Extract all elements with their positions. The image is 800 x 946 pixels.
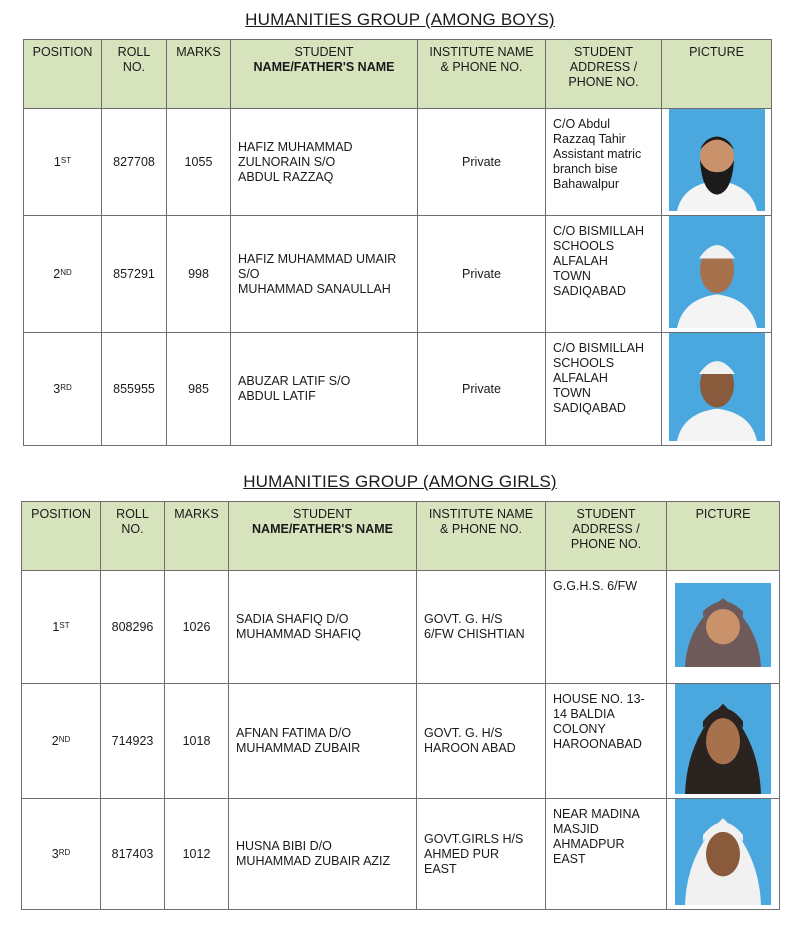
position-number: 1: [52, 619, 60, 634]
address-line: ALFALAH: [553, 371, 608, 385]
student-name-cell: [229, 799, 417, 910]
address-line: AHMADPUR: [553, 837, 625, 851]
position-number: 3: [51, 846, 59, 861]
header-institute: INSTITUTE NAME & PHONE NO.: [418, 40, 546, 109]
address-line: SCHOOLS: [553, 356, 615, 370]
header-position: POSITION: [22, 502, 101, 571]
picture-cell: [667, 799, 780, 910]
girl-scarf-photo: [675, 583, 771, 667]
address-line: EAST: [553, 852, 586, 866]
student-name-cell: [231, 333, 418, 446]
picture-cell: [662, 333, 772, 446]
roll-no-cell: 855955: [102, 333, 167, 446]
header-marks: MARKS: [167, 40, 231, 109]
name-line: ABDUL LATIF: [238, 389, 316, 403]
girl-scarf-photo: [675, 684, 771, 794]
institute-cell: [417, 684, 546, 799]
institute-cell: [418, 216, 546, 333]
header-student-name: STUDENT NAME/FATHER'S NAME: [231, 40, 418, 109]
student-name-cell: [231, 109, 418, 216]
marks-cell: 998: [167, 216, 231, 333]
institute-cell: [418, 109, 546, 216]
marks-cell: 1026: [165, 571, 229, 684]
address-line: C/O BISMILLAH: [553, 224, 644, 238]
header-marks: MARKS: [165, 502, 229, 571]
bearded-man-photo: [669, 109, 765, 211]
address-cell: [546, 571, 667, 684]
roll-no-cell: 827708: [102, 109, 167, 216]
header-address: STUDENT ADDRESS / PHONE NO.: [546, 40, 662, 109]
student-name-cell: [231, 216, 418, 333]
table-row: [22, 684, 780, 799]
header-position: POSITION: [24, 40, 102, 109]
address-line: ALFALAH: [553, 254, 608, 268]
address-line: G.G.H.S. 6/FW: [553, 579, 638, 593]
marks-cell: 1012: [165, 799, 229, 910]
picture-cell: [667, 571, 780, 684]
address-line: TOWN: [553, 386, 591, 400]
position-suffix: ND: [60, 267, 72, 277]
name-line: SADIA SHAFIQ D/O: [236, 612, 349, 626]
picture-cell: [662, 216, 772, 333]
table-row: [24, 216, 772, 333]
address-line: TOWN: [553, 269, 591, 283]
position-suffix: ST: [59, 620, 70, 630]
address-line: HAROONABAD: [553, 737, 642, 751]
address-cell: [546, 216, 662, 333]
institute-line: HAROON ABAD: [424, 741, 516, 755]
position-suffix: ST: [60, 155, 72, 165]
name-line: HUSNA BIBI D/O: [236, 839, 332, 853]
institute-cell: [417, 799, 546, 910]
name-line: ZULNORAIN S/O: [238, 154, 336, 169]
boys-results-table: [23, 39, 772, 446]
marks-cell: 985: [167, 333, 231, 446]
position-cell: [24, 109, 102, 216]
position-suffix: RD: [58, 847, 71, 857]
institute-line: EAST: [424, 861, 457, 876]
position-number: 2: [53, 266, 61, 281]
header-address: STUDENT ADDRESS / PHONE NO.: [546, 502, 667, 571]
address-line: SCHOOLS: [553, 239, 615, 253]
institute-cell: [418, 333, 546, 446]
girls-section-title: HUMANITIES GROUP (AMONG GIRLS): [243, 472, 557, 491]
marks-cell: 1018: [165, 684, 229, 799]
boy-with-cap-photo: [669, 216, 765, 328]
girls-results-table: [21, 501, 780, 910]
name-line: HAFIZ MUHAMMAD UMAIR: [238, 251, 397, 266]
name-line: HAFIZ MUHAMMAD: [238, 139, 353, 154]
marks-cell: 1055: [167, 109, 231, 216]
picture-cell: [662, 109, 772, 216]
name-line: MUHAMMAD SHAFIQ: [236, 627, 361, 641]
institute-cell: [417, 571, 546, 684]
institute-line: Private: [462, 154, 501, 169]
address-line: C/O Abdul: [553, 117, 610, 131]
address-line: MASJID: [553, 822, 599, 836]
address-line: Razzaq Tahir: [553, 132, 626, 146]
table-header-row: [24, 40, 772, 109]
header-institute: INSTITUTE NAME & PHONE NO.: [417, 502, 546, 571]
position-suffix: ND: [58, 734, 71, 744]
position-suffix: RD: [60, 382, 72, 392]
institute-line: AHMED PUR: [424, 846, 500, 861]
address-line: Bahawalpur: [553, 177, 620, 191]
institute-line: 6/FW CHISHTIAN: [424, 627, 525, 641]
roll-no-cell: 857291: [102, 216, 167, 333]
header-student-name: STUDENT NAME/FATHER'S NAME: [229, 502, 417, 571]
address-cell: [546, 333, 662, 446]
table-row: [24, 333, 772, 446]
institute-line: Private: [462, 266, 501, 281]
position-cell: [24, 216, 102, 333]
position-number: 1: [53, 154, 61, 169]
name-line: MUHAMMAD ZUBAIR: [236, 741, 361, 755]
position-cell: [22, 684, 101, 799]
position-cell: [22, 571, 101, 684]
student-name-cell: [229, 571, 417, 684]
roll-no-cell: 817403: [101, 799, 165, 910]
header-picture: PICTURE: [662, 40, 772, 109]
position-cell: [24, 333, 102, 446]
name-line: MUHAMMAD ZUBAIR AZIZ: [236, 854, 391, 868]
address-line: NEAR MADINA: [553, 807, 640, 821]
roll-no-cell: 808296: [101, 571, 165, 684]
institute-line: Private: [462, 381, 501, 396]
institute-line: GOVT. G. H/S: [424, 612, 503, 626]
address-line: COLONY: [553, 722, 606, 736]
address-cell: [546, 684, 667, 799]
picture-cell: [667, 684, 780, 799]
institute-line: GOVT. G. H/S: [424, 726, 503, 740]
table-header-row: [22, 502, 780, 571]
name-line: MUHAMMAD SANAULLAH: [238, 281, 391, 296]
address-line: C/O BISMILLAH: [553, 341, 644, 355]
table-row: [22, 571, 780, 684]
header-roll-no: ROLL NO.: [102, 40, 167, 109]
boys-section-title: HUMANITIES GROUP (AMONG BOYS): [245, 10, 555, 29]
address-line: Assistant matric: [553, 147, 642, 161]
institute-line: GOVT.GIRLS H/S: [424, 831, 524, 846]
address-cell: [546, 799, 667, 910]
table-row: [22, 799, 780, 910]
table-row: [24, 109, 772, 216]
name-line: AFNAN FATIMA D/O: [236, 726, 352, 740]
roll-no-cell: 714923: [101, 684, 165, 799]
name-line: ABUZAR LATIF S/O: [238, 374, 351, 388]
address-line: branch bise: [553, 162, 618, 176]
address-line: HOUSE NO. 13-: [553, 692, 645, 706]
name-line: S/O: [238, 266, 260, 281]
position-number: 2: [51, 733, 59, 748]
address-cell: [546, 109, 662, 216]
header-picture: PICTURE: [667, 502, 780, 571]
position-number: 3: [53, 381, 61, 396]
girl-scarf-photo: [675, 799, 771, 905]
name-line: ABDUL RAZZAQ: [238, 169, 334, 184]
boy-with-cap-photo: [669, 333, 765, 441]
position-cell: [22, 799, 101, 910]
address-line: 14 BALDIA: [553, 707, 615, 721]
header-roll-no: ROLL NO.: [101, 502, 165, 571]
address-line: SADIQABAD: [553, 284, 626, 298]
address-line: SADIQABAD: [553, 401, 626, 415]
student-name-cell: [229, 684, 417, 799]
